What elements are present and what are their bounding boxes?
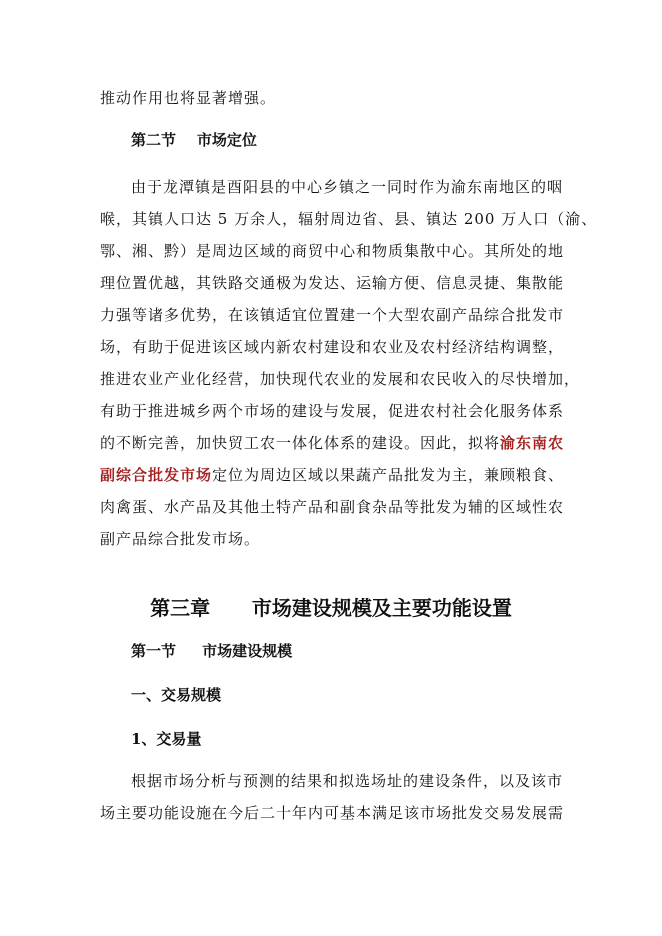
chapter-heading bbox=[0, 594, 662, 622]
paragraph-line: 有助于推进城乡两个市场的建设与发展，促进农村社会化服务体系 bbox=[100, 402, 565, 420]
section-label: 第二节 bbox=[131, 131, 177, 149]
paragraph-line: 鄂、湘、黔）是周边区域的商贸中心和物质集散中心。其所处的地 bbox=[100, 242, 565, 260]
market-name-highlight: 渝东南农 bbox=[500, 434, 565, 452]
chapter-title: 市场建设规模及主要功能设置 bbox=[251, 596, 512, 620]
paragraph-text: 定位为周边区域以果蔬产品批发为主，兼顾粮食、 bbox=[212, 466, 565, 484]
chapter-label: 第三章 bbox=[150, 596, 211, 620]
paragraph-line: 场，有助于促进该区域内新农村建设和农业及农村经济结构调整， bbox=[100, 338, 565, 356]
subheading-trade-scale: 一、交易规模 bbox=[131, 686, 222, 704]
paragraph-line: 肉禽蛋、水产品及其他土特产品和副食杂品等批发为辅的区域性农 bbox=[100, 498, 565, 516]
section-heading-market-positioning bbox=[131, 129, 257, 151]
paragraph-line: 理位置优越，其铁路交通极为发达、运输方便、信息灵捷、集散能 bbox=[100, 274, 565, 292]
paragraph-line: 推进农业产业化经营，加快现代农业的发展和农民收入的尽快增加， bbox=[100, 370, 581, 388]
paragraph-line: 力强等诸多优势，在该镇适宜位置建一个大型农副产品综合批发市 bbox=[100, 306, 565, 324]
paragraph-line bbox=[100, 432, 565, 454]
paragraph-line: 喉，其镇人口达 5 万余人，辐射周边省、县、镇达 200 万人口（渝、 bbox=[100, 210, 598, 228]
paragraph-line bbox=[100, 464, 565, 486]
section-title: 市场建设规模 bbox=[202, 642, 293, 660]
section-label: 第一节 bbox=[131, 642, 177, 660]
paragraph-line: 根据市场分析与预测的结果和拟选场址的建设条件，以及该市 bbox=[131, 772, 564, 790]
subheading-trade-volume: 1、交易量 bbox=[131, 730, 202, 748]
paragraph-line: 由于龙潭镇是酉阳县的中心乡镇之一同时作为渝东南地区的咽 bbox=[131, 178, 564, 196]
paragraph-text: 的不断完善，加快贸工农一体化体系的建设。因此，拟将 bbox=[100, 434, 501, 452]
market-name-highlight: 副综合批发市场 bbox=[100, 466, 213, 484]
section-heading-construction-scale bbox=[131, 640, 292, 662]
paragraph-line: 副产品综合批发市场。 bbox=[100, 530, 261, 548]
section-title: 市场定位 bbox=[196, 131, 257, 149]
paragraph-line: 场主要功能设施在今后二十年内可基本满足该市场批发交易发展需 bbox=[100, 804, 565, 822]
intro-line: 推动作用也将显著增强。 bbox=[100, 89, 277, 107]
